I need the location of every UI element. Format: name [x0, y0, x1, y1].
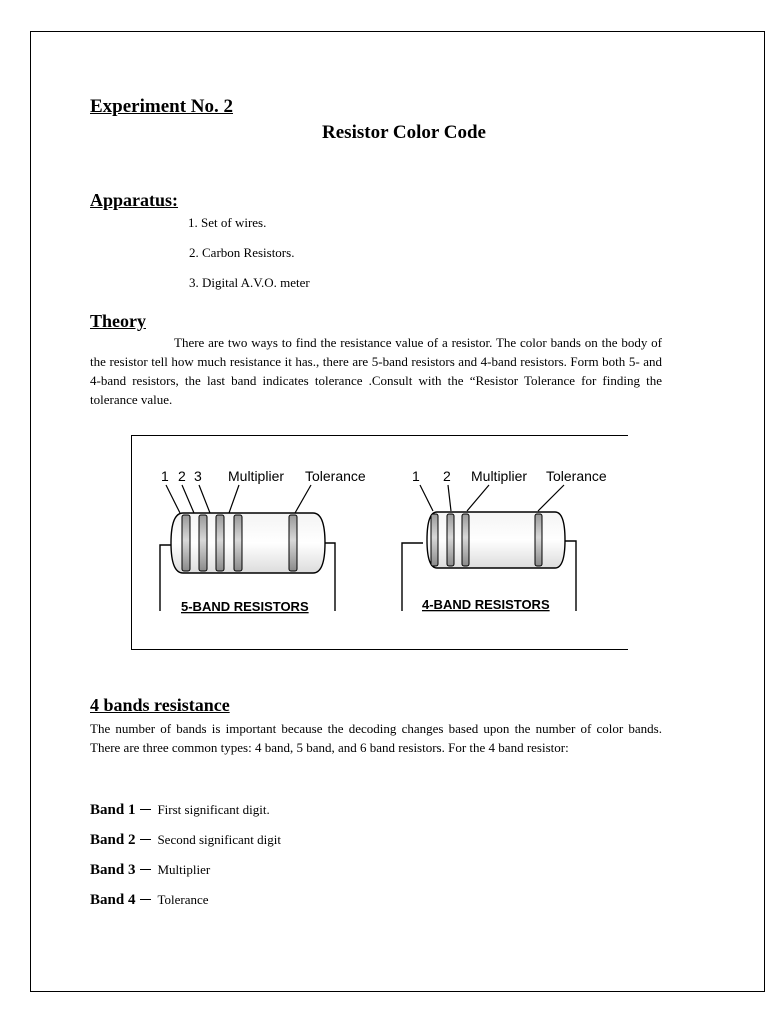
list-item [90, 832, 281, 849]
band-name: Band 1 [90, 802, 136, 818]
five-band-arrows [166, 485, 311, 513]
resistor-diagram [131, 435, 628, 650]
theory-heading: Theory [90, 311, 146, 331]
four-band-label-multiplier: Multiplier [471, 468, 528, 484]
list-item: 1. Set of wires. [188, 215, 267, 230]
four-bands-heading: 4 bands resistance [90, 695, 230, 715]
page-title: Resistor Color Code [322, 122, 486, 143]
theory-paragraph: There are two ways to find the resistance value of a resistor. The color bands on the body of the resistor tell how much resistance it has., there are 5-band resistors and 4-band resistors. Form both 5- and 4-band resistors, the last band indicates tolerance .Consult with the “Resistor Tolerance for finding the tolerance value. [90, 335, 662, 407]
five-band-label-2: 2 [178, 468, 186, 484]
five-band-label-3: 3 [194, 468, 202, 484]
list-item [90, 862, 210, 879]
four-band-caption: 4-BAND RESISTORS [422, 597, 550, 612]
list-item: 2. Carbon Resistors. [189, 245, 295, 260]
list-item [90, 892, 209, 909]
four-band-label-tolerance: Tolerance [546, 468, 607, 484]
band-description: First significant digit. [157, 802, 270, 817]
experiment-title: Experiment No. 2 [90, 96, 234, 117]
five-band-label-tolerance: Tolerance [305, 468, 366, 484]
four-bands-paragraph: The number of bands is important because the decoding changes based upon the number of color bands. There are three common types: 4 band, 5 band, and 6 band resistors. For the 4 band resistor: [90, 721, 662, 755]
band-name: Band 4 [90, 892, 136, 908]
band-description: Multiplier [157, 862, 211, 877]
apparatus-heading: Apparatus: [90, 190, 179, 210]
band-description: Second significant digit [157, 832, 281, 847]
list-item: 3. Digital A.V.O. meter [189, 275, 310, 290]
four-band-label-1: 1 [412, 468, 420, 484]
band-name: Band 3 [90, 862, 136, 878]
four-band-arrows [420, 485, 564, 511]
band-description: Tolerance [157, 892, 209, 907]
four-band-label-2: 2 [443, 468, 451, 484]
list-item [90, 802, 270, 819]
apparatus-list [188, 213, 310, 303]
band-name: Band 2 [90, 832, 136, 848]
five-band-label-multiplier: Multiplier [228, 468, 285, 484]
five-band-label-1: 1 [161, 468, 169, 484]
five-band-caption: 5-BAND RESISTORS [181, 599, 309, 614]
